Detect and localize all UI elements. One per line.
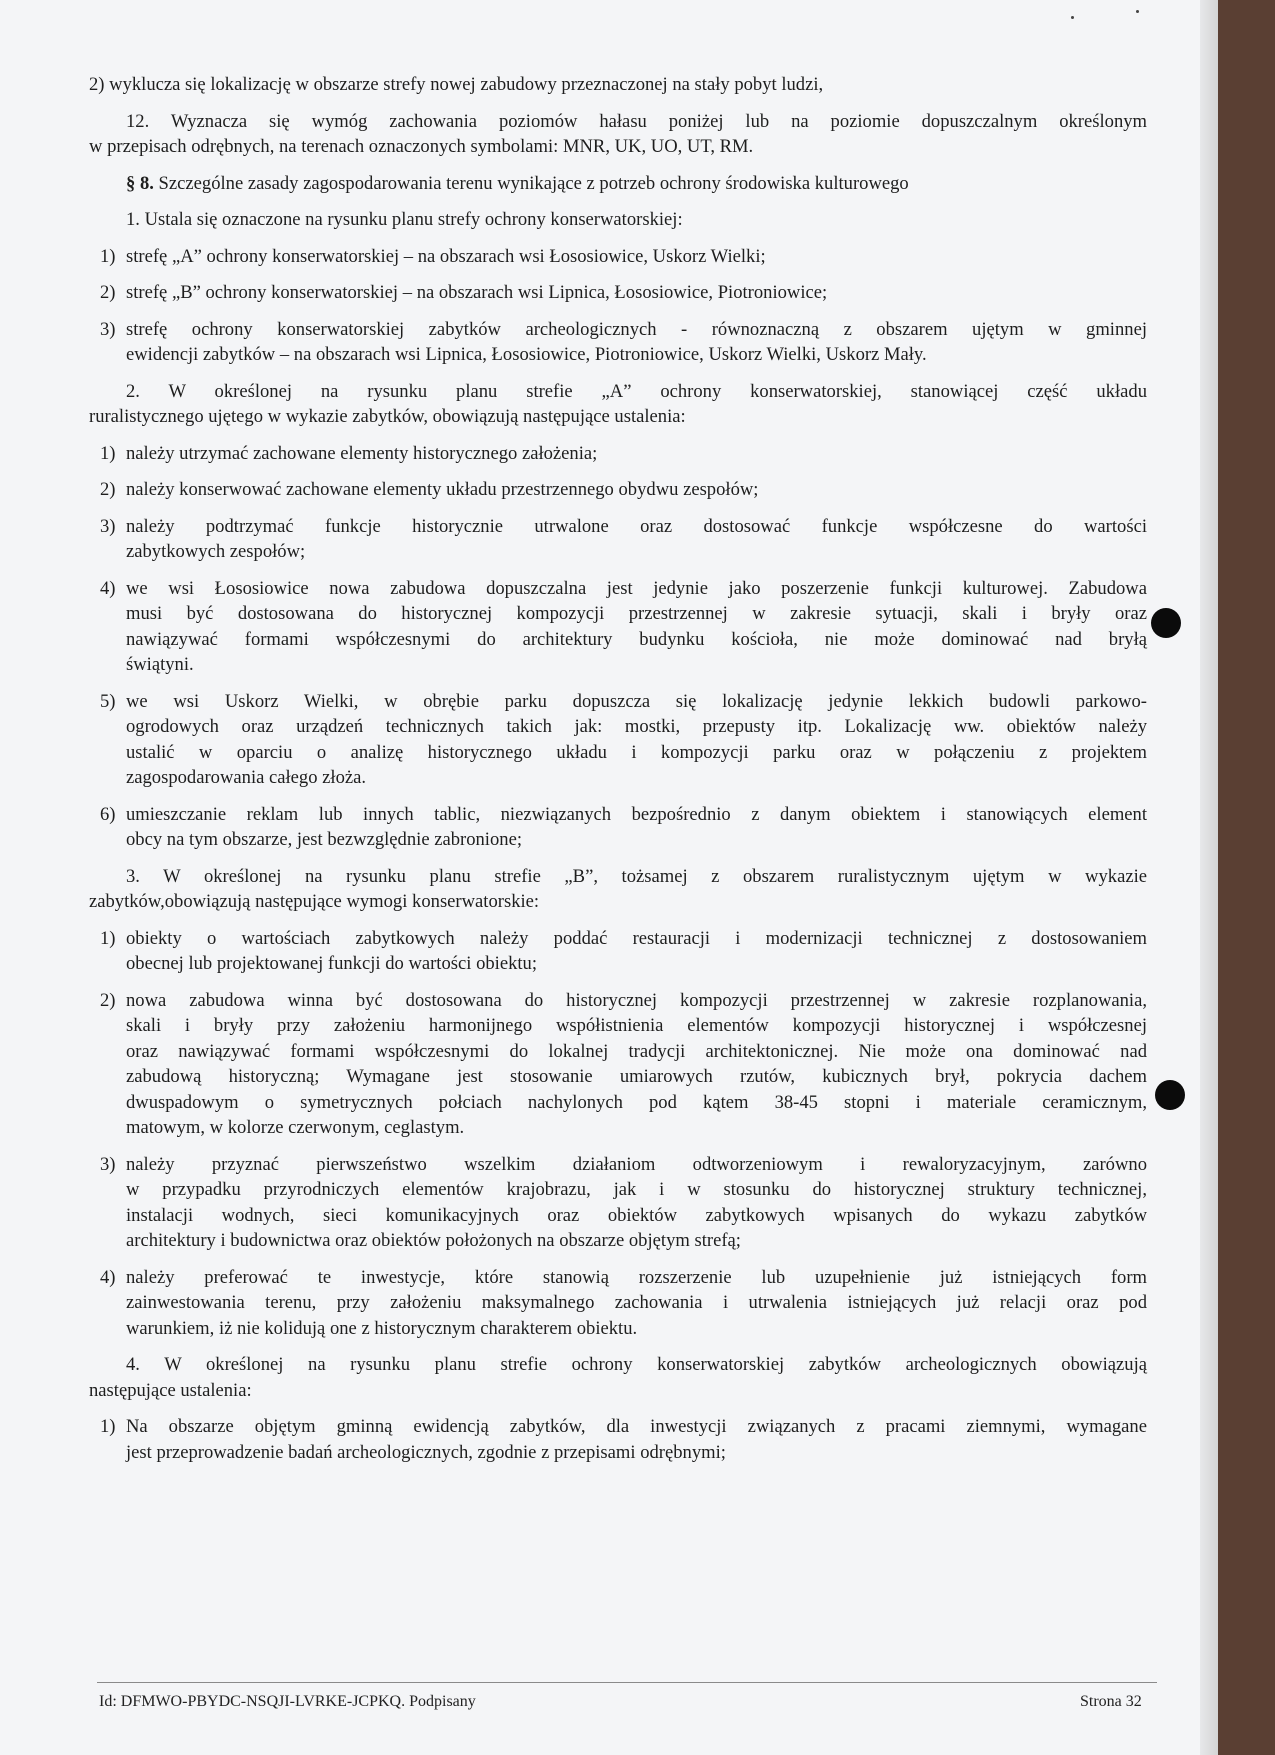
paragraph-4 bbox=[89, 1352, 1147, 1403]
text-line: strefę „A” ochrony konserwatorskiej – na obszarach wsi Łososiowice, Uskorz Wielki; bbox=[126, 245, 766, 267]
page-number: Strona 32 bbox=[1080, 1693, 1142, 1710]
text-line: w przypadku przyrodniczych elementów krajobrazu, jak i w stosunku do historycznej struktury technicznej, bbox=[126, 1179, 1147, 1200]
item-number: 1) bbox=[100, 1416, 116, 1437]
text-line: dwuspadowym o symetrycznych połciach nachylonych pod kątem 38-45 stopni i materiale ceramicznym, bbox=[126, 1091, 1147, 1113]
item-number: 3) bbox=[100, 318, 116, 340]
list-item bbox=[89, 1414, 1147, 1465]
text-line: 1. Ustala się oznaczone na rysunku planu strefy ochrony konserwatorskiej: bbox=[126, 209, 683, 230]
text-line: obecnej lub projektowanej funkcji do wartości obiektu; bbox=[126, 953, 538, 974]
text-line: należy utrzymać zachowane elementy historycznego założenia; bbox=[126, 442, 598, 464]
text-line: musi być dostosowana do historycznej kompozycji przestrzennej w zakresie sytuacji, skali i bryły oraz bbox=[126, 603, 1147, 624]
text-line: strefę „B” ochrony konserwatorskiej – na obszarach wsi Lipnica, Łososiowice, Piotroniowice; bbox=[126, 282, 828, 303]
text-line: zabudową historyczną; Wymagane jest stosowanie umiarowych rzutów, kubicznych brył, pokrycia dachem bbox=[126, 1066, 1147, 1087]
text-line: ustalić w oparciu o analizę historycznego układu i kompozycji parku oraz w połączeniu z projektem bbox=[126, 741, 1147, 763]
section-number: § 8. bbox=[126, 172, 154, 194]
text-line: w przepisach odrębnych, na terenach oznaczonych symbolami: MNR, UK, UO, UT, RM. bbox=[89, 136, 754, 157]
text-line: 2. W określonej na rysunku planu strefie „A” ochrony konserwatorskiej, stanowiącej część układu bbox=[126, 380, 1147, 402]
list-item bbox=[89, 317, 1147, 368]
section-heading bbox=[89, 171, 1147, 197]
text-line: nowa zabudowa winna być dostosowana do historycznej kompozycji przestrzennej w zakresie rozplanowania, bbox=[126, 989, 1147, 1011]
text-line: matowym, w kolorze czerwonym, ceglastym. bbox=[126, 1117, 465, 1138]
document-body bbox=[89, 72, 1147, 1476]
list-item bbox=[89, 1152, 1147, 1254]
paper-edge bbox=[1200, 0, 1218, 1755]
list-item bbox=[89, 477, 1147, 503]
document-id: Id: DFMWO-PBYDC-NSQJI-LVRKE-JCPKQ. Podpisany bbox=[99, 1693, 476, 1710]
text-line: jest przeprowadzenie badań archeologicznych, zgodnie z przepisami odrębnymi; bbox=[126, 1441, 726, 1463]
section-title: Szczególne zasady zagospodarowania terenu wynikające z potrzeb ochrony środowiska kulturowego bbox=[158, 172, 909, 194]
text-line: 12. Wyznacza się wymóg zachowania poziomów hałasu poniżej lub na poziomie dopuszczalnym określonym bbox=[126, 110, 1147, 132]
list-item bbox=[89, 802, 1147, 853]
item-number: 3) bbox=[100, 515, 116, 537]
item-number: 6) bbox=[100, 803, 116, 825]
paragraph-12 bbox=[89, 109, 1147, 160]
text-line: architektury i budownictwa oraz obiektów położonych na obszarze objętym strefą; bbox=[126, 1230, 741, 1251]
text-line: należy konserwować zachowane elementy układu przestrzennego obydwu zespołów; bbox=[126, 479, 759, 500]
item-number: 2) bbox=[100, 479, 116, 500]
text-line: oraz nawiązywać formami współczesnymi do lokalnej tradycji architektonicznej. Nie może ona dominować nad bbox=[126, 1040, 1147, 1062]
text-line: we wsi Łososiowice nowa zabudowa dopuszczalna jest jedynie jako poszerzenie funkcji kulturowej. Zabudowa bbox=[126, 577, 1147, 599]
scan-speck bbox=[1136, 10, 1139, 13]
text-line: zagospodarowania całego złoża. bbox=[126, 767, 367, 788]
text-line: ruralistycznego ujętego w wykazie zabytków, obowiązują następujące ustalenia: bbox=[89, 406, 686, 427]
item-number: 1) bbox=[100, 245, 116, 267]
text-line: należy preferować te inwestycje, które stanowią rozszerzenie lub uzupełnienie już istniejących form bbox=[126, 1266, 1147, 1288]
list-item bbox=[89, 576, 1147, 678]
text-line: skali i bryły przy założeniu harmonijnego współistnienia elementów kompozycji historycznej i współczesnej bbox=[126, 1015, 1147, 1036]
scan-speck bbox=[1071, 16, 1074, 19]
punch-hole-lower bbox=[1155, 1080, 1185, 1110]
list-item-exclude-location bbox=[89, 72, 1147, 98]
text-line: ewidencji zabytków – na obszarach wsi Lipnica, Łososiowice, Piotroniowice, Uskorz Wielki, Uskorz Mały. bbox=[126, 344, 927, 365]
text-line: zabytkowych zespołów; bbox=[126, 541, 306, 562]
item-number: 4) bbox=[100, 577, 116, 599]
item-number: 1) bbox=[100, 442, 116, 464]
list-item bbox=[89, 441, 1147, 467]
text-line: strefę ochrony konserwatorskiej zabytków archeologicznych - równoznaczną z obszarem ujętym w gminnej bbox=[126, 318, 1147, 340]
footer-divider bbox=[97, 1682, 1157, 1683]
text-line: należy podtrzymać funkcje historycznie utrwalone oraz dostosować funkcje współczesne do wartości bbox=[126, 515, 1147, 537]
item-number: 4) bbox=[100, 1266, 116, 1288]
item-number: 2) bbox=[100, 282, 116, 303]
text-line: nawiązywać formami współczesnymi do architektury budynku kościoła, nie może dominować nad bryłą bbox=[126, 628, 1147, 650]
item-number: 5) bbox=[100, 690, 116, 712]
paragraph-2 bbox=[89, 379, 1147, 430]
text-line: instalacji wodnych, sieci komunikacyjnych oraz obiektów zabytkowych wpisanych do wykazu zabytków bbox=[126, 1204, 1147, 1226]
list-item bbox=[89, 988, 1147, 1141]
text-line: następujące ustalenia: bbox=[89, 1379, 252, 1401]
text-line: zabytków,obowiązują następujące wymogi konserwatorskie: bbox=[89, 891, 540, 912]
text-line: należy przyznać pierwszeństwo wszelkim działaniom odtworzeniowym i rewaloryzacyjnym, zarówno bbox=[126, 1153, 1147, 1175]
paragraph-3 bbox=[89, 864, 1147, 915]
list-item bbox=[89, 1265, 1147, 1342]
text-line: obiekty o wartościach zabytkowych należy poddać restauracji i modernizacji technicznej z dostosowaniem bbox=[126, 927, 1147, 949]
text-line: we wsi Uskorz Wielki, w obrębie parku dopuszcza się lokalizację jedynie lekkich budowli parkowo- bbox=[126, 690, 1147, 712]
text-line: umieszczanie reklam lub innych tablic, niezwiązanych bezpośrednio z danym obiektem i stanowiących element bbox=[126, 803, 1147, 825]
list-item bbox=[89, 689, 1147, 791]
item-number: 3) bbox=[100, 1153, 116, 1175]
list-item bbox=[89, 514, 1147, 565]
text-line: świątyni. bbox=[126, 654, 194, 675]
text-line: 4. W określonej na rysunku planu strefie ochrony konserwatorskiej zabytków archeologicznych obowiązują bbox=[126, 1354, 1147, 1375]
item-number: 2) bbox=[100, 989, 116, 1011]
text-line: obcy na tym obszarze, jest bezwzględnie zabronione; bbox=[126, 829, 522, 850]
text-line: ogrodowych oraz urządzeń technicznych takich jak: mostki, przepusty itp. Lokalizację ww. obiektów należy bbox=[126, 716, 1147, 737]
text-line: 3. W określonej na rysunku planu strefie „B”, tożsamej z obszarem ruralistycznym ujętym w wykazie bbox=[126, 865, 1147, 887]
text-line: zainwestowania terenu, przy założeniu maksymalnego zachowania i utrwalenia istniejących już relacji oraz pod bbox=[126, 1292, 1147, 1313]
punch-hole-upper bbox=[1151, 608, 1181, 638]
text-line: Na obszarze objętym gminną ewidencją zabytków, dla inwestycji związanych z pracami ziemnymi, wymagane bbox=[126, 1416, 1147, 1437]
item-number: 1) bbox=[100, 927, 116, 949]
list-item bbox=[89, 926, 1147, 977]
list-item bbox=[89, 280, 1147, 306]
list-item bbox=[89, 244, 1147, 270]
text-line: warunkiem, iż nie kolidują one z historycznym charakterem obiektu. bbox=[126, 1317, 638, 1339]
text-line: 2) wyklucza się lokalizację w obszarze strefy nowej zabudowy przeznaczonej na stały pobyt ludzi, bbox=[89, 74, 824, 95]
